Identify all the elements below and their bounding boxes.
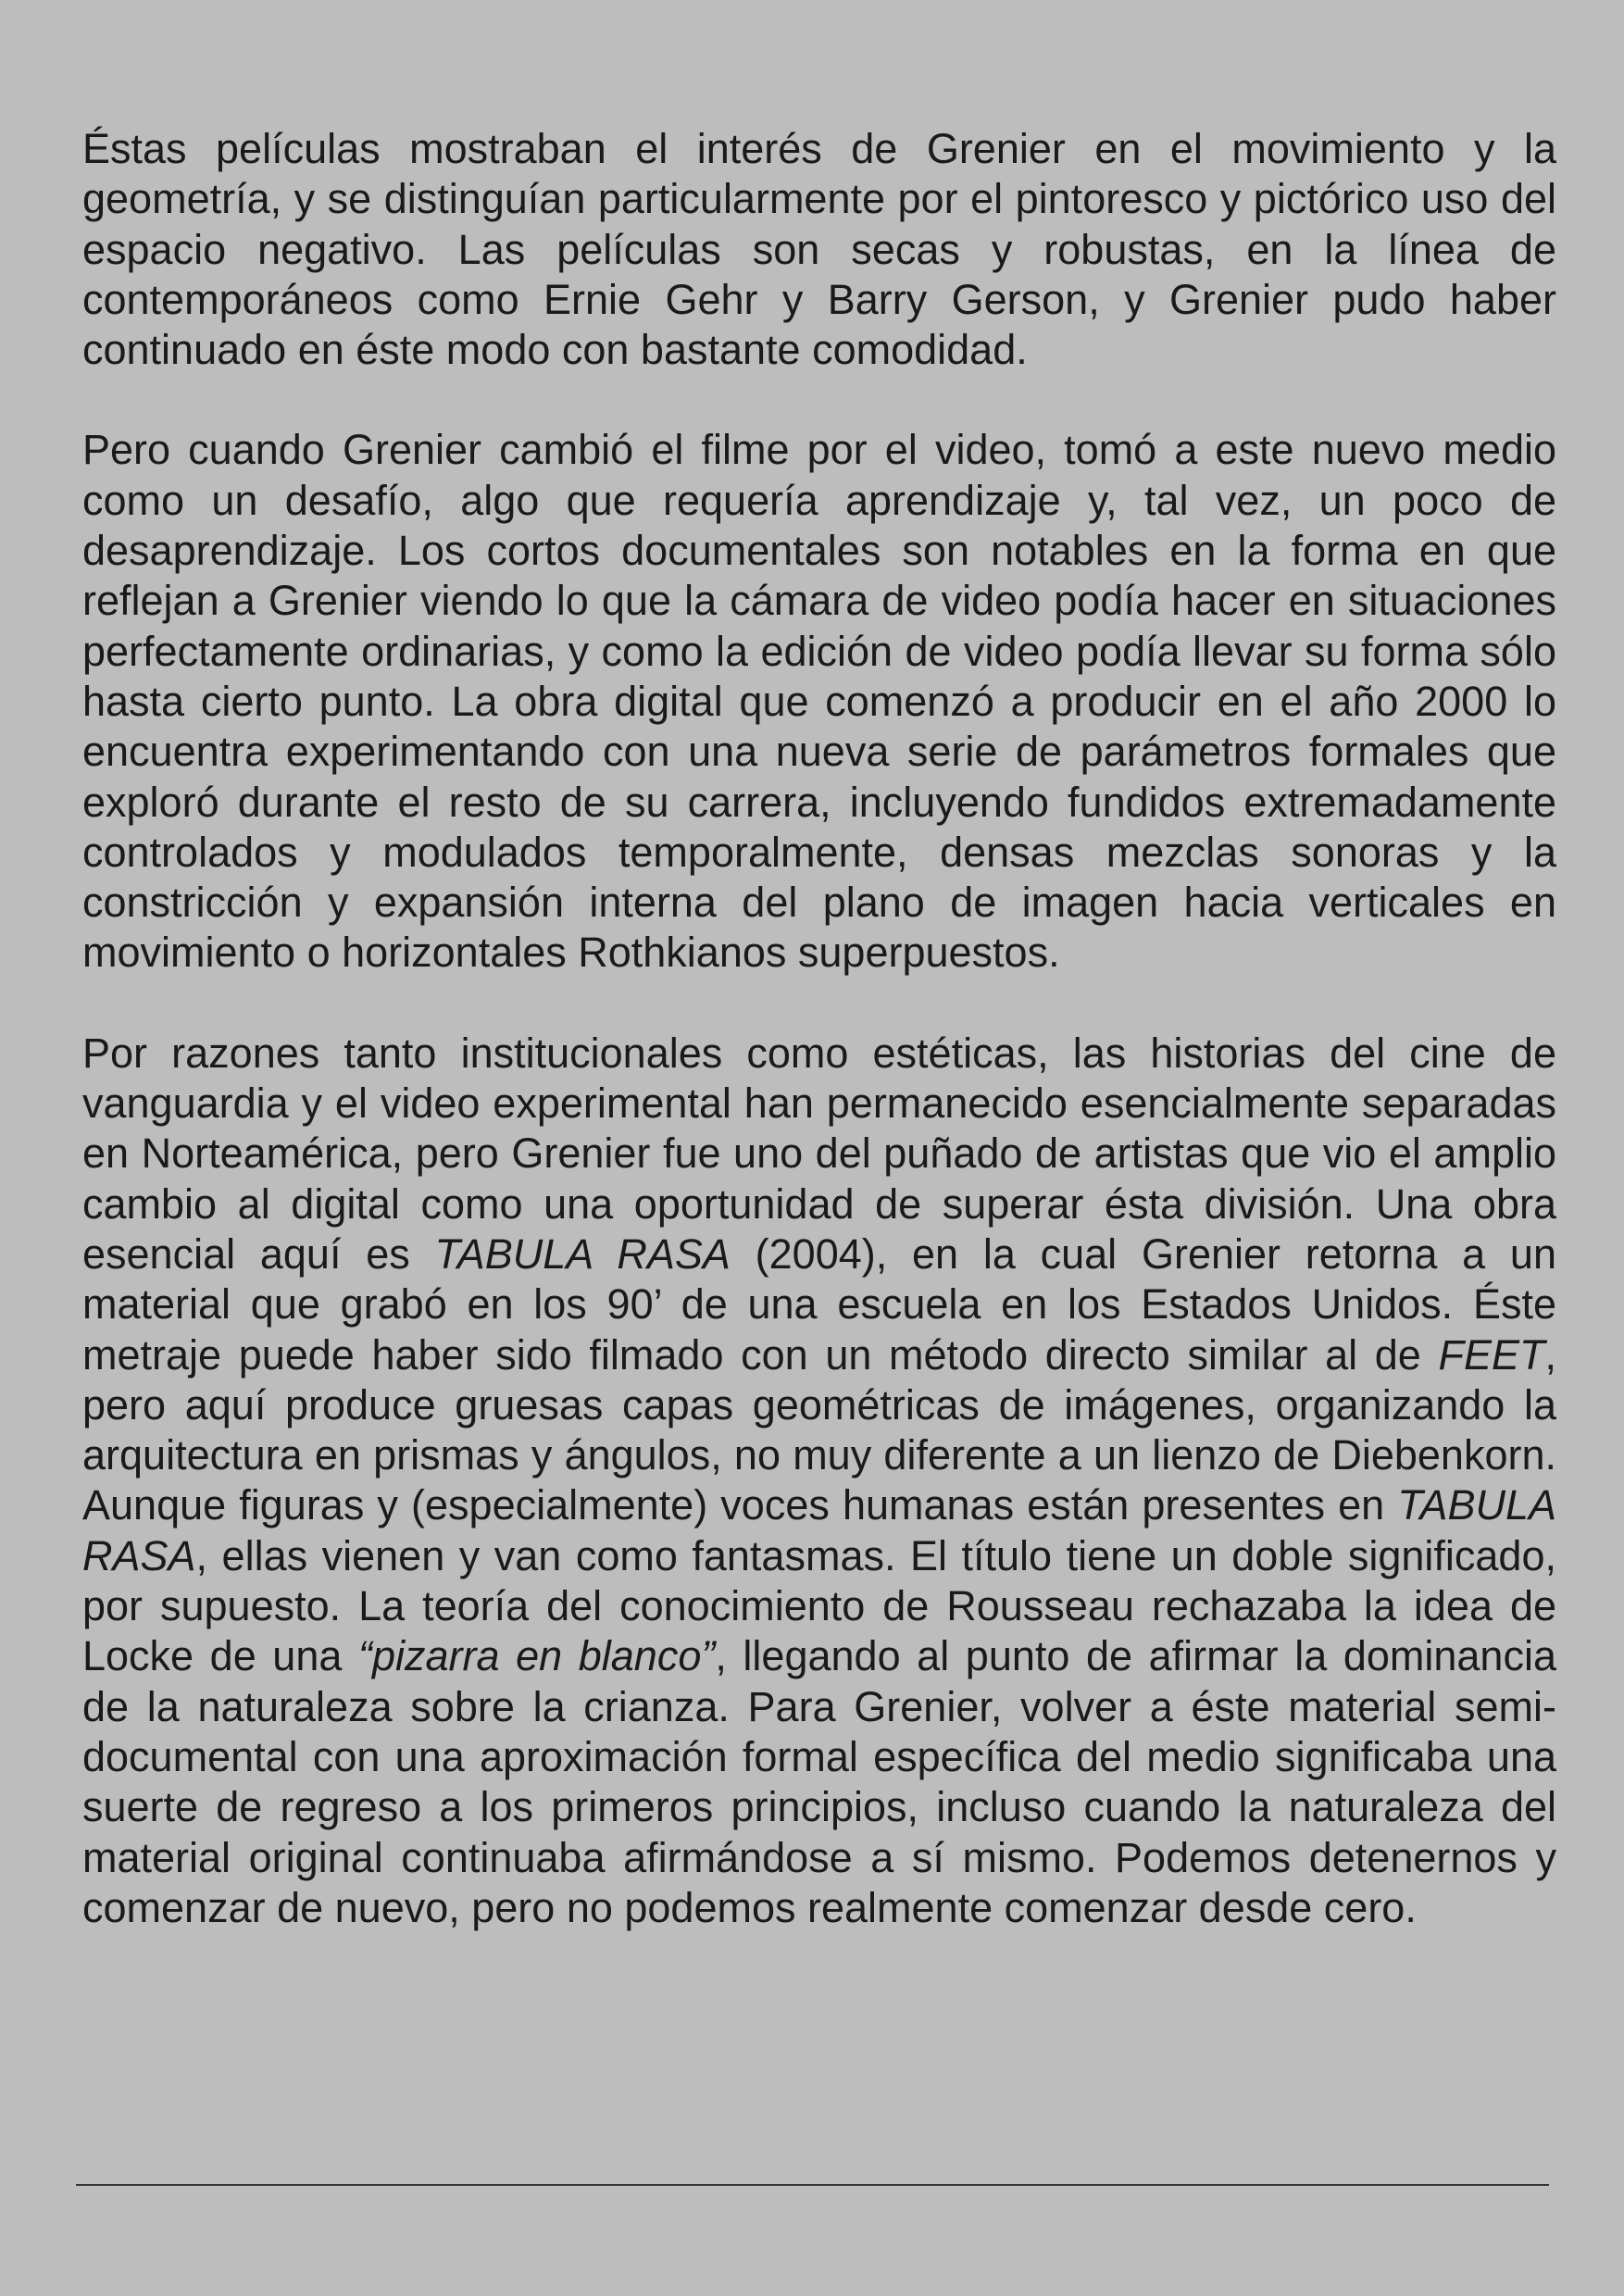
paragraph-1	[82, 124, 1556, 375]
paragraph-text: , llegando al punto de afirmar la dominancia de la naturaleza sobre la crianza. Para Grenier, volver a éste material semi-documental con una aproximación formal específica del medio significaba una suerte de regreso a los primeros principios, incluso cuando la naturaleza del material original continuaba afirmándose a sí mismo. Podemos detenernos y comenzar de nuevo, pero no podemos realmente comenzar desde cero.	[82, 1632, 1556, 1931]
paragraph-text: Éstas películas mostraban el interés de Grenier en el movimiento y la geometría, y se distinguían particularmente por el pintoresco y pictórico uso del espacio negativo. Las películas son secas y robustas, en la línea de contemporáneos como Ernie Gehr y Barry Gerson, y Grenier pudo haber continuado en éste modo con bastante comodidad.	[82, 125, 1556, 374]
paragraph-text: Pero cuando Grenier cambió el filme por el video, tomó a este nuevo medio como un desafío, algo que requería aprendizaje y, tal vez, un poco de desaprendizaje. Los cortos documentales son notables en la forma en que reflejan a Grenier viendo lo que la cámara de video podía hacer en situaciones perfectamente ordinarias, y como la edición de video podía llevar su forma sólo hasta cierto punto. La obra digital que comenzó a producir en el año 2000 lo encuentra experimentando con una nueva serie de parámetros formales que exploró durante el resto de su carrera, incluyendo fundidos extremadamente controlados y modulados temporalmente, densas mezclas sonoras y la constricción y expansión interna del plano de imagen hacia verticales en movimiento o horizontales Rothkianos superpuestos.	[82, 426, 1556, 977]
italic-quote-pizarra-en-blanco: “pizarra en blanco”	[357, 1632, 716, 1680]
paragraph-text: , pero aquí produce gruesas capas geométricas de imágenes, organizando la arquitectura en prismas y ángulos, no muy diferente a un lienzo de Diebenkorn. Aunque figuras y (especialmente) voces humanas están presentes en	[82, 1330, 1556, 1529]
paragraph-text: , ellas vienen y van como fantasmas. El título tiene un doble significado, por supuesto. La teoría del conocimiento de Rousseau rechazaba la idea de Locke de una	[82, 1531, 1556, 1680]
footer-divider	[76, 2184, 1549, 2186]
document-body	[82, 124, 1556, 1933]
italic-title-tabula-rasa: TABULA RASA	[434, 1229, 731, 1278]
paragraph-text: Por razones tanto institucionales como estéticas, las historias del cine de vanguardia y el video experimental han permanecido esencialmente separadas en Norteamérica, pero Grenier fue uno del puñado de artistas que vio el amplio cambio al digital como una oportunidad de superar ésta división. Una obra esencial aquí es	[82, 1029, 1556, 1278]
italic-title-tabula-rasa: TABULA RASA	[82, 1481, 1556, 1579]
paragraph-3	[82, 1029, 1556, 1933]
paragraph-2	[82, 425, 1556, 978]
italic-title-feet: FEET	[1438, 1330, 1545, 1379]
paragraph-text: (2004), en la cual Grenier retorna a un material que grabó en los 90’ de una escuela en los Estados Unidos. Éste metraje puede haber sido filmado con un método directo similar al de	[82, 1229, 1556, 1379]
